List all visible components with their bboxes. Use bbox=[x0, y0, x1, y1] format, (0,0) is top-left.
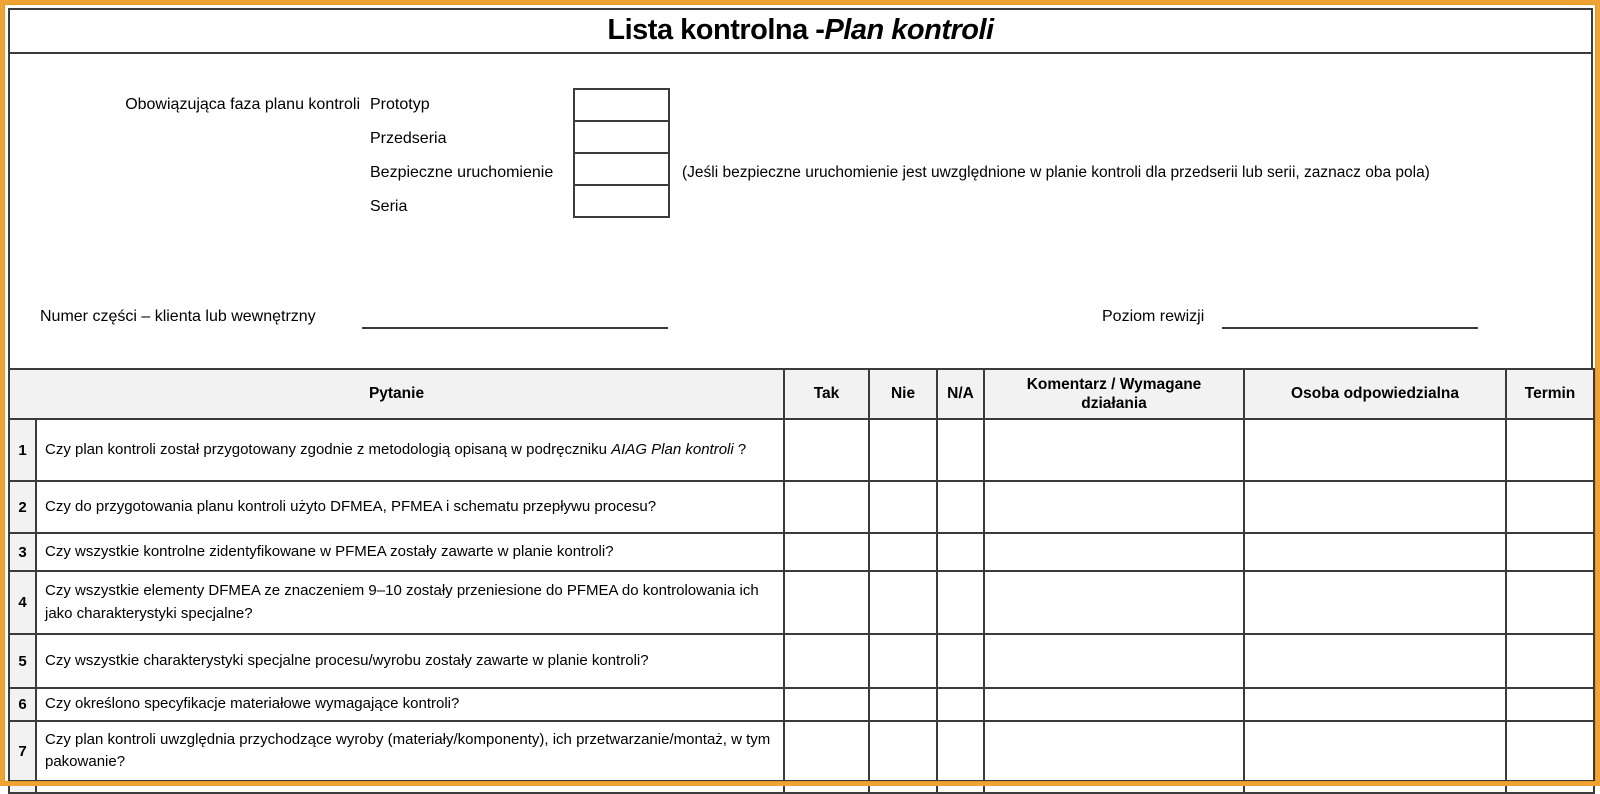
cell-due[interactable] bbox=[1506, 481, 1594, 533]
header-owner: Osoba odpowiedzialna bbox=[1244, 369, 1506, 419]
cell-na[interactable] bbox=[937, 721, 984, 781]
cell-owner[interactable] bbox=[1244, 533, 1506, 571]
cell-due[interactable] bbox=[1506, 571, 1594, 634]
phase-checkbox-seria[interactable] bbox=[573, 184, 670, 218]
question-text: Czy wszystkie elementy DFMEA ze znaczeniem 9–10 zostały przeniesione do PFMEA do kontrolowania ich jako charakterystyki specjalne? bbox=[36, 571, 784, 634]
cell-yes[interactable] bbox=[784, 634, 869, 688]
cell-no[interactable] bbox=[869, 533, 937, 571]
row-number: 5 bbox=[9, 634, 36, 688]
phase-checkbox-group bbox=[573, 88, 670, 218]
cell-na[interactable] bbox=[937, 533, 984, 571]
header-na: N/A bbox=[937, 369, 984, 419]
cell-comment[interactable] bbox=[984, 688, 1244, 721]
table-header-row bbox=[9, 369, 1594, 419]
cell-owner[interactable] bbox=[1244, 571, 1506, 634]
table-row bbox=[9, 481, 1594, 533]
phase-section-label: Obowiązująca faza planu kontroli bbox=[125, 96, 360, 113]
checklist-table bbox=[8, 368, 1593, 794]
cell-due[interactable] bbox=[1506, 721, 1594, 781]
cell-yes[interactable] bbox=[784, 481, 869, 533]
cell-comment[interactable] bbox=[984, 533, 1244, 571]
phase-note: (Jeśli bezpieczne uruchomienie jest uwzględnione w planie kontroli dla przedserii lub serii, zaznacz oba pola) bbox=[682, 164, 1430, 181]
cell-na[interactable] bbox=[937, 781, 984, 793]
page-title-italic: Plan kontroli bbox=[824, 13, 994, 46]
cell-due[interactable] bbox=[1506, 688, 1594, 721]
phase-checkbox-prototyp[interactable] bbox=[573, 88, 670, 122]
cell-owner[interactable] bbox=[1244, 781, 1506, 793]
cell-comment[interactable] bbox=[984, 419, 1244, 481]
header-due: Termin bbox=[1506, 369, 1594, 419]
row-number: 3 bbox=[9, 533, 36, 571]
cell-owner[interactable] bbox=[1244, 721, 1506, 781]
part-number-label: Numer części – klienta lub wewnętrzny bbox=[40, 308, 316, 325]
table-row bbox=[9, 721, 1594, 781]
table-row bbox=[9, 419, 1594, 481]
cell-no[interactable] bbox=[869, 571, 937, 634]
header-yes: Tak bbox=[784, 369, 869, 419]
question-text: Czy plan kontroli został przygotowany zgodnie z metodologią opisaną w podręczniku AIAG Plan kontroli ? bbox=[36, 419, 784, 481]
question-text: Czy do przygotowania planu kontroli użyto DFMEA, PFMEA i schematu przepływu procesu? bbox=[36, 481, 784, 533]
cell-due[interactable] bbox=[1506, 533, 1594, 571]
cell-na[interactable] bbox=[937, 419, 984, 481]
table-row-partial bbox=[9, 781, 1594, 793]
header-comment: Komentarz / Wymagane działania bbox=[984, 369, 1244, 419]
revision-level-input[interactable] bbox=[1222, 308, 1478, 329]
row-number: 1 bbox=[9, 419, 36, 481]
cell-comment[interactable] bbox=[984, 481, 1244, 533]
cell-na[interactable] bbox=[937, 634, 984, 688]
phase-checkbox-bezpieczne-uruchomienie[interactable] bbox=[573, 152, 670, 186]
phase-option-label-prototyp: Prototyp bbox=[370, 96, 430, 113]
cell-comment[interactable] bbox=[984, 721, 1244, 781]
cell-yes[interactable] bbox=[784, 419, 869, 481]
cell-comment[interactable] bbox=[984, 781, 1244, 793]
cell-comment[interactable] bbox=[984, 571, 1244, 634]
cell-owner[interactable] bbox=[1244, 688, 1506, 721]
cell-comment[interactable] bbox=[984, 634, 1244, 688]
cell-no[interactable] bbox=[869, 781, 937, 793]
table-row bbox=[9, 533, 1594, 571]
phase-option-label-przedseria: Przedseria bbox=[370, 130, 447, 147]
row-number bbox=[9, 781, 36, 793]
header-no: Nie bbox=[869, 369, 937, 419]
phase-option-label-seria: Seria bbox=[370, 198, 408, 215]
phase-option-label-bezpieczne-uruchomienie: Bezpieczne uruchomienie bbox=[370, 164, 554, 181]
cell-no[interactable] bbox=[869, 721, 937, 781]
page-title bbox=[8, 8, 1593, 54]
phase-checkbox-przedseria[interactable] bbox=[573, 120, 670, 154]
part-number-input[interactable] bbox=[362, 308, 668, 329]
table-row bbox=[9, 571, 1594, 634]
cell-yes[interactable] bbox=[784, 533, 869, 571]
question-text bbox=[36, 781, 784, 793]
cell-yes[interactable] bbox=[784, 781, 869, 793]
revision-level-label: Poziom rewizji bbox=[1102, 308, 1205, 325]
cell-due[interactable] bbox=[1506, 781, 1594, 793]
cell-na[interactable] bbox=[937, 481, 984, 533]
cell-due[interactable] bbox=[1506, 419, 1594, 481]
table-row bbox=[9, 634, 1594, 688]
question-text: Czy wszystkie kontrolne zidentyfikowane w PFMEA zostały zawarte w planie kontroli? bbox=[36, 533, 784, 571]
question-text: Czy określono specyfikacje materiałowe wymagające kontroli? bbox=[36, 688, 784, 721]
page-title-regular: Lista kontrolna - bbox=[607, 13, 825, 46]
cell-due[interactable] bbox=[1506, 634, 1594, 688]
question-text: Czy plan kontroli uwzględnia przychodzące wyroby (materiały/komponenty), ich przetwarzanie/montaż, w tym pakowanie? bbox=[36, 721, 784, 781]
cell-yes[interactable] bbox=[784, 571, 869, 634]
cell-na[interactable] bbox=[937, 571, 984, 634]
table-row bbox=[9, 688, 1594, 721]
row-number: 6 bbox=[9, 688, 36, 721]
cell-yes[interactable] bbox=[784, 688, 869, 721]
cell-owner[interactable] bbox=[1244, 481, 1506, 533]
row-number: 7 bbox=[9, 721, 36, 781]
question-italic-part: AIAG Plan kontroli bbox=[611, 440, 734, 458]
cell-owner[interactable] bbox=[1244, 634, 1506, 688]
cell-no[interactable] bbox=[869, 419, 937, 481]
cell-no[interactable] bbox=[869, 688, 937, 721]
cell-yes[interactable] bbox=[784, 721, 869, 781]
cell-owner[interactable] bbox=[1244, 419, 1506, 481]
question-text: Czy wszystkie charakterystyki specjalne procesu/wyrobu zostały zawarte w planie kontroli? bbox=[36, 634, 784, 688]
header-question: Pytanie bbox=[9, 369, 784, 419]
cell-no[interactable] bbox=[869, 634, 937, 688]
row-number: 2 bbox=[9, 481, 36, 533]
cell-na[interactable] bbox=[937, 688, 984, 721]
cell-no[interactable] bbox=[869, 481, 937, 533]
row-number: 4 bbox=[9, 571, 36, 634]
